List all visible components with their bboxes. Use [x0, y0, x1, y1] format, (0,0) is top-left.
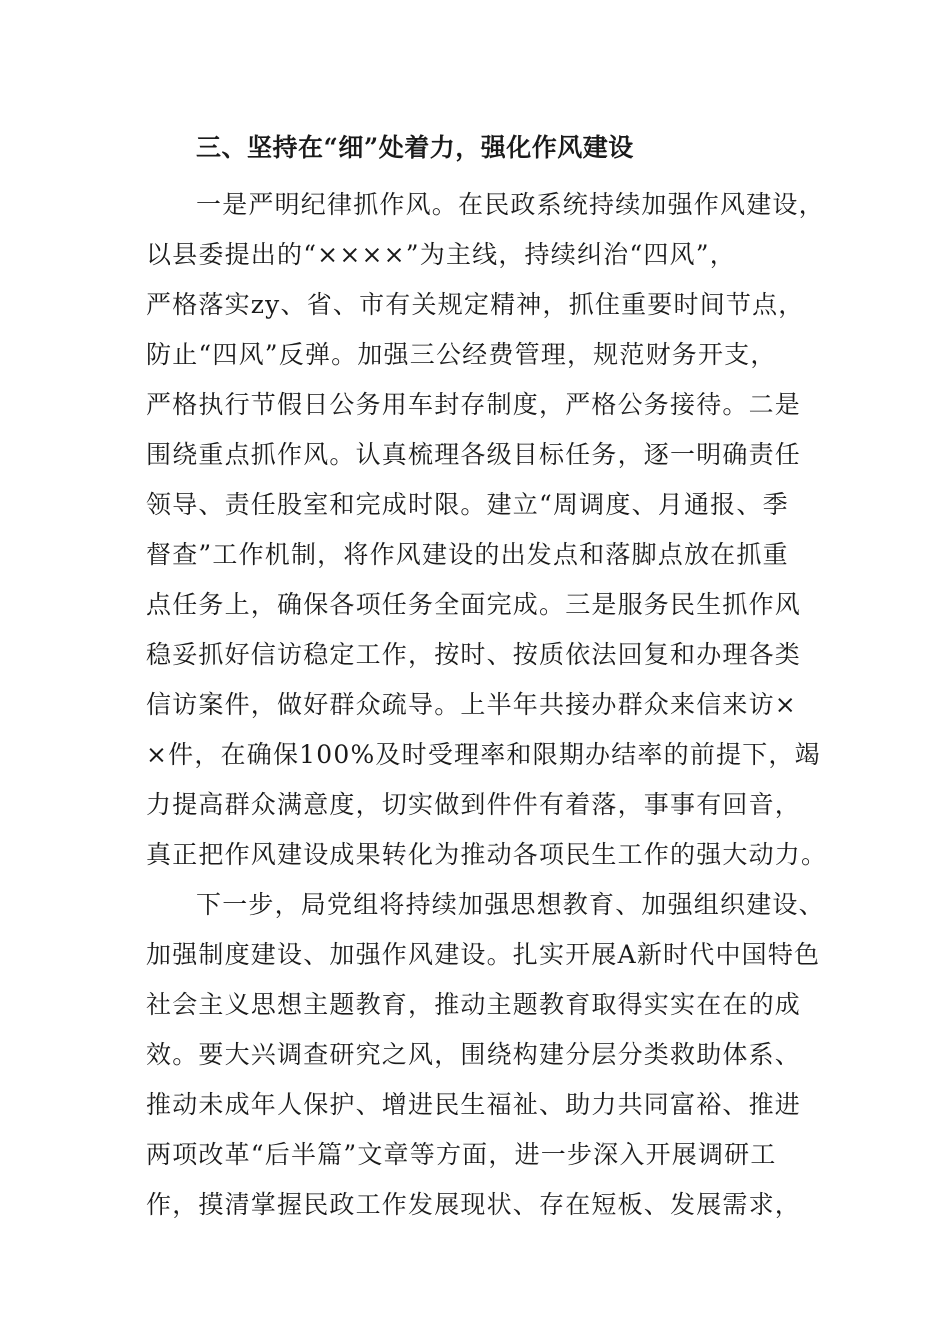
paragraph-line: 信访案件，做好群众疏导。上半年共接办群众来信来访× — [146, 690, 797, 719]
paragraph-line: 下一步，局党组将持续加强思想教育、加强组织建设、 — [196, 890, 825, 919]
paragraph-line: 严格执行节假日公务用车封存制度，严格公务接待。二是 — [146, 390, 802, 419]
paragraph-line: 督查”工作机制，将作风建设的出发点和落脚点放在抓重 — [146, 540, 789, 569]
paragraph-line: 防止“四风”反弹。加强三公经费管理，规范财务开支， — [146, 340, 777, 369]
paragraph-line: 围绕重点抓作风。认真梳理各级目标任务，逐一明确责任 — [146, 440, 802, 469]
paragraph-line: 加强制度建设、加强作风建设。扎实开展A新时代中国特色 — [146, 940, 821, 969]
paragraph-line: 严格落实zy、省、市有关规定精神，抓住重要时间节点， — [146, 290, 805, 319]
paragraph-line: 推动未成年人保护、增进民生福祉、助力共同富裕、推进 — [146, 1090, 802, 1119]
paragraph-line: 真正把作风建设成果转化为推动各项民生工作的强大动力。 — [146, 840, 828, 869]
paragraph-line: 领导、责任股室和完成时限。建立“周调度、月通报、季 — [146, 490, 789, 519]
paragraph-line: 作，摸清掌握民政工作发展现状、存在短板、发展需求， — [146, 1190, 802, 1219]
paragraph-line: 两项改革“后半篇”文章等方面，进一步深入开展调研工 — [146, 1140, 777, 1169]
paragraph-line: 社会主义思想主题教育，推动主题教育取得实实在在的成 — [146, 990, 802, 1019]
section-heading: 三、坚持在“细”处着力，强化作风建设 — [196, 133, 634, 162]
paragraph-line: 点任务上，确保各项任务全面完成。三是服务民生抓作风 — [146, 590, 802, 619]
paragraph-line: 效。要大兴调查研究之风，围绕构建分层分类救助体系、 — [146, 1040, 802, 1069]
paragraph-line: 以县委提出的“××××”为主线，持续纠治“四风”， — [146, 240, 736, 269]
paragraph-line: 稳妥抓好信访稳定工作，按时、按质依法回复和办理各类 — [146, 640, 802, 669]
paragraph-line: 力提高群众满意度，切实做到件件有着落，事事有回音， — [146, 790, 802, 819]
paragraph-line: 一是严明纪律抓作风。在民政系统持续加强作风建设， — [196, 190, 825, 219]
paragraph-line: ×件，在确保100%及时受理率和限期办结率的前提下，竭 — [146, 740, 821, 769]
